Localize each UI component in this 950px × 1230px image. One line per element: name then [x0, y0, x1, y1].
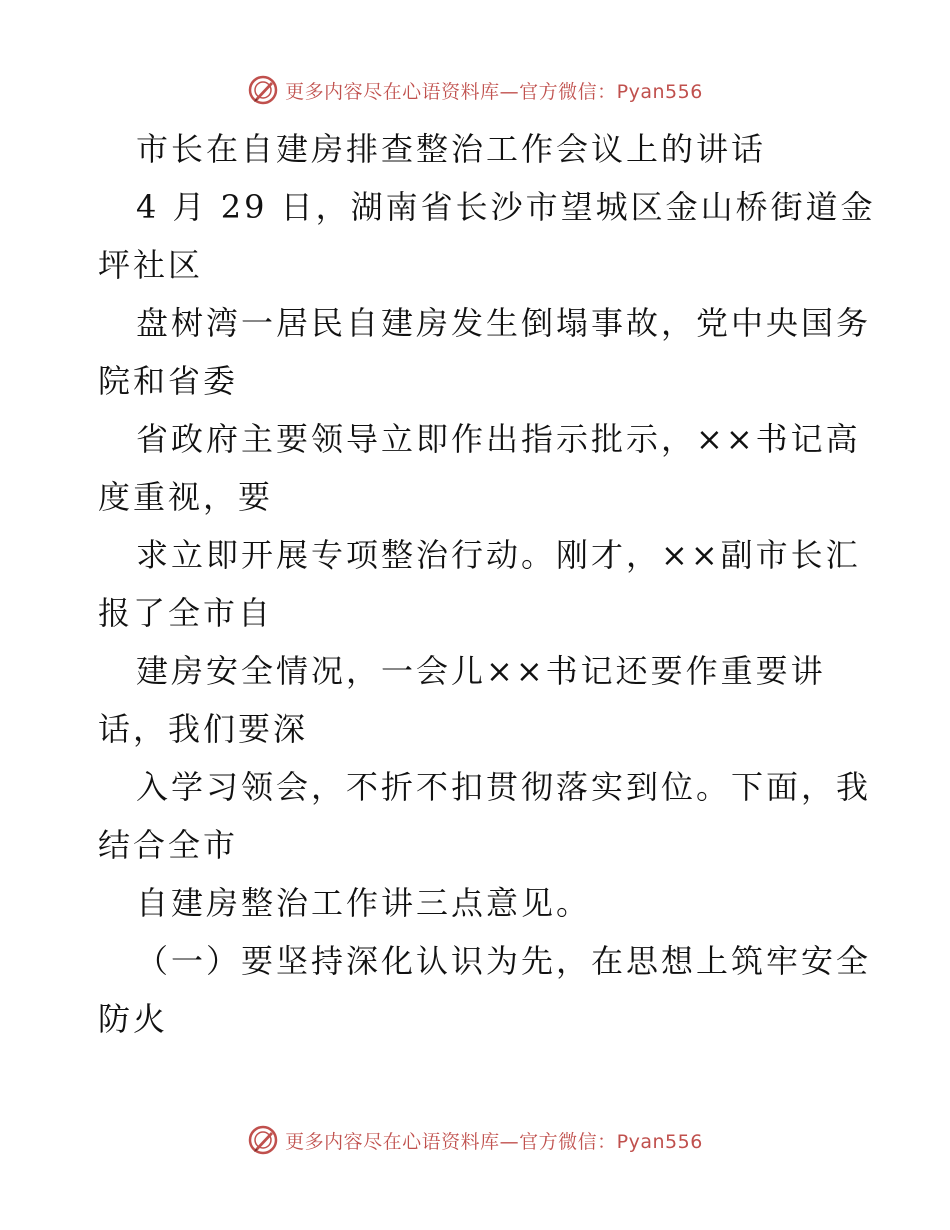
pen-seal-icon	[247, 74, 279, 106]
document-title: 市长在自建房排查整治工作会议上的讲话	[136, 130, 767, 168]
paragraph-line: 度重视，要	[98, 478, 274, 516]
paragraph-line: 自建房整治工作讲三点意见。	[136, 884, 592, 922]
paragraph-line: 入学习领会，不折不扣贯彻落实到位。下面，我	[136, 768, 872, 806]
header-banner-text: 更多内容尽在心语资料库—官方微信：Pyan556	[285, 80, 703, 103]
paragraph-line: 报了全市自	[98, 594, 274, 632]
pen-seal-icon	[247, 1124, 279, 1156]
paragraph-line: 话，我们要深	[98, 710, 309, 748]
paragraph-line: 求立即开展专项整治行动。刚才，××副市长汇	[136, 536, 861, 574]
footer-banner	[0, 1120, 950, 1160]
paragraph-line: 结合全市	[98, 826, 239, 864]
paragraph-line: 防火	[98, 1000, 169, 1038]
paragraph-line: 坪社区	[98, 246, 204, 284]
document-body	[98, 120, 876, 1048]
paragraph-line: 院和省委	[98, 362, 239, 400]
paragraph-line: 4 月 29 日，湖南省长沙市望城区金山桥街道金	[136, 188, 876, 226]
footer-banner-text: 更多内容尽在心语资料库—官方微信：Pyan556	[285, 1130, 703, 1153]
paragraph-line: 盘树湾一居民自建房发生倒塌事故，党中央国务	[136, 304, 872, 342]
section-heading: （一）要坚持深化认识为先，在思想上筑牢安全	[136, 942, 872, 980]
paragraph-line: 建房安全情况，一会儿××书记还要作重要讲	[136, 652, 826, 690]
header-banner	[0, 70, 950, 110]
paragraph-line: 省政府主要领导立即作出指示批示，××书记高	[136, 420, 861, 458]
